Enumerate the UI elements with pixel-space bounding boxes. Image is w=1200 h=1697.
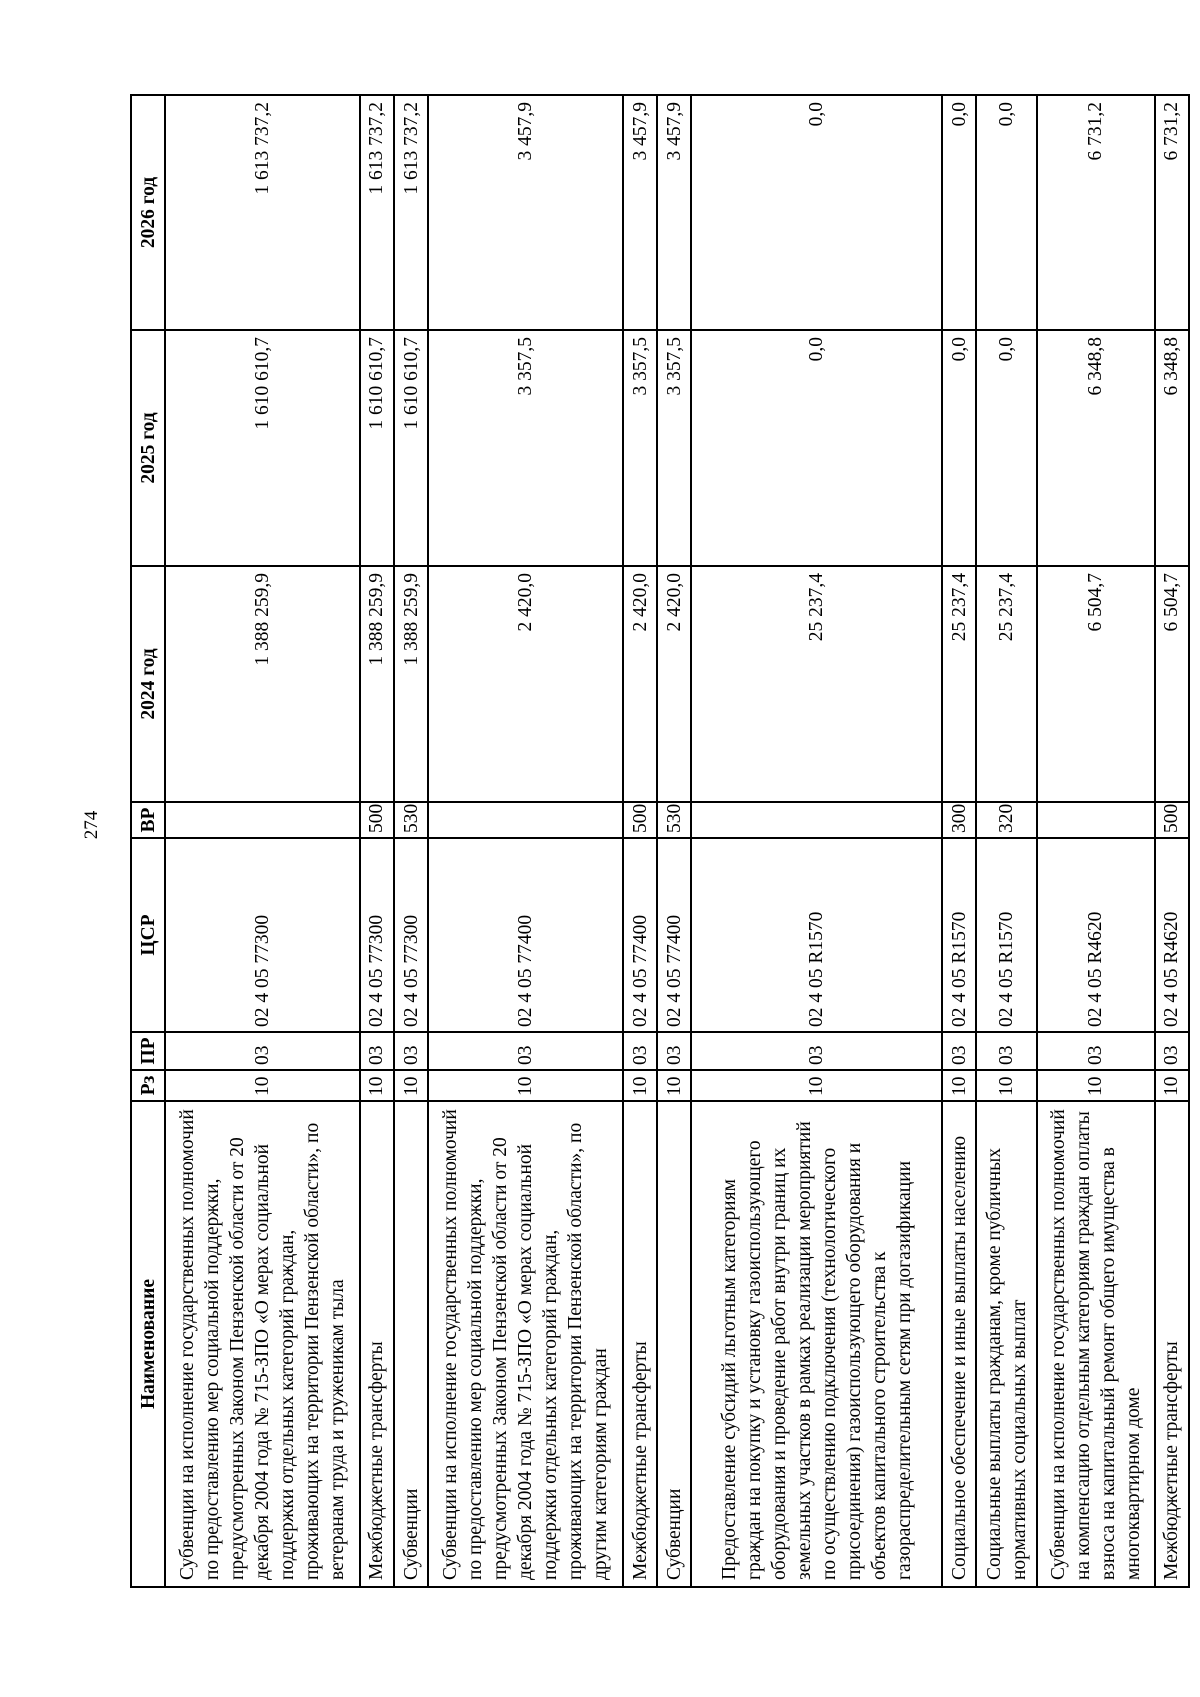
header-2026: 2026 год bbox=[131, 95, 165, 330]
cell-pr: 03 bbox=[165, 1032, 360, 1070]
cell-2025: 0,0 bbox=[942, 330, 976, 566]
cell-2026: 0,0 bbox=[976, 95, 1037, 330]
cell-name: Субвенции bbox=[394, 1101, 428, 1587]
cell-2024: 2 420,0 bbox=[657, 566, 691, 802]
cell-rz: 10 bbox=[942, 1070, 976, 1101]
cell-pr: 03 bbox=[394, 1032, 428, 1070]
cell-name: Межбюджетные трансферты bbox=[623, 1101, 657, 1587]
budget-table bbox=[130, 94, 1190, 1588]
cell-2026: 1 613 737,2 bbox=[360, 95, 394, 330]
header-2024: 2024 год bbox=[131, 566, 165, 802]
cell-vr: 320 bbox=[976, 802, 1037, 838]
cell-pr: 03 bbox=[1155, 1032, 1189, 1070]
table-header-row bbox=[131, 95, 165, 1587]
cell-pr: 03 bbox=[360, 1032, 394, 1070]
cell-2024: 6 504,7 bbox=[1155, 566, 1189, 802]
cell-rz: 10 bbox=[1037, 1070, 1155, 1101]
cell-vr bbox=[428, 802, 623, 838]
table-row bbox=[976, 95, 1037, 1587]
cell-2025: 6 348,8 bbox=[1155, 330, 1189, 566]
cell-rz: 10 bbox=[360, 1070, 394, 1101]
table-row bbox=[1155, 95, 1189, 1587]
header-csr: ЦСР bbox=[131, 838, 165, 1032]
cell-vr: 500 bbox=[360, 802, 394, 838]
cell-csr: 02 4 05 R1570 bbox=[691, 838, 942, 1032]
cell-vr: 300 bbox=[942, 802, 976, 838]
cell-2025: 3 357,5 bbox=[657, 330, 691, 566]
cell-csr: 02 4 05 77400 bbox=[657, 838, 691, 1032]
cell-name: Социальные выплаты гражданам, кроме публичных нормативных социальных выплат bbox=[976, 1101, 1037, 1587]
cell-2024: 2 420,0 bbox=[623, 566, 657, 802]
cell-name: Межбюджетные трансферты bbox=[360, 1101, 394, 1587]
cell-pr: 03 bbox=[1037, 1032, 1155, 1070]
cell-csr: 02 4 05 77400 bbox=[428, 838, 623, 1032]
cell-2024: 1 388 259,9 bbox=[360, 566, 394, 802]
cell-2025: 3 357,5 bbox=[623, 330, 657, 566]
cell-rz: 10 bbox=[657, 1070, 691, 1101]
cell-csr: 02 4 05 R4620 bbox=[1155, 838, 1189, 1032]
cell-2026: 0,0 bbox=[942, 95, 976, 330]
table-row bbox=[691, 95, 942, 1587]
table-row bbox=[657, 95, 691, 1587]
cell-2026: 1 613 737,2 bbox=[165, 95, 360, 330]
cell-2025: 1 610 610,7 bbox=[165, 330, 360, 566]
cell-csr: 02 4 05 77300 bbox=[165, 838, 360, 1032]
page-number: 274 bbox=[81, 810, 102, 840]
cell-vr: 530 bbox=[394, 802, 428, 838]
cell-2025: 0,0 bbox=[976, 330, 1037, 566]
cell-rz: 10 bbox=[394, 1070, 428, 1101]
cell-rz: 10 bbox=[428, 1070, 623, 1101]
cell-name: Межбюджетные трансферты bbox=[1155, 1101, 1189, 1587]
cell-2024: 6 504,7 bbox=[1037, 566, 1155, 802]
cell-pr: 03 bbox=[428, 1032, 623, 1070]
cell-2026: 6 731,2 bbox=[1155, 95, 1189, 330]
cell-csr: 02 4 05 77400 bbox=[623, 838, 657, 1032]
cell-csr: 02 4 05 77300 bbox=[394, 838, 428, 1032]
cell-2026: 3 457,9 bbox=[428, 95, 623, 330]
table-row bbox=[428, 95, 623, 1587]
cell-2025: 6 348,8 bbox=[1037, 330, 1155, 566]
cell-2025: 0,0 bbox=[691, 330, 942, 566]
cell-2024: 25 237,4 bbox=[942, 566, 976, 802]
cell-2025: 1 610 610,7 bbox=[360, 330, 394, 566]
cell-2026: 3 457,9 bbox=[623, 95, 657, 330]
cell-name: Субвенции на исполнение государственных полномочий по предоставлению мер социальной поддержки, предусмотренных Законом Пензенской области от 20 декабря 2004 года № 715-ЗПО «О мерах социальной поддержки отдельных категорий граждан, проживающих на территории Пензенской области», по ветеранам труда и труженикам тыла bbox=[165, 1101, 360, 1587]
cell-pr: 03 bbox=[942, 1032, 976, 1070]
rotated-table-wrapper bbox=[130, 96, 1190, 1588]
cell-csr: 02 4 05 R1570 bbox=[976, 838, 1037, 1032]
cell-rz: 10 bbox=[976, 1070, 1037, 1101]
cell-name: Предоставление субсидий льготным категориям граждан на покупку и установку газоиспользующего оборудования и проведение работ внутри границ их земельных участков в рамках реализации мероприятий по осуществлению подключения (технологического присоединения) газоиспользующего оборудования и объектов капитального строительства к газораспределительным сетям при догазификации bbox=[691, 1101, 942, 1587]
header-pr: ПР bbox=[131, 1032, 165, 1070]
cell-name: Субвенции на исполнение государственных полномочий по предоставлению мер социальной поддержки, предусмотренных Законом Пензенской области от 20 декабря 2004 года № 715-ЗПО «О мерах социальной поддержки отдельных категорий граждан, проживающих на территории Пензенской области», по другим категориям граждан bbox=[428, 1101, 623, 1587]
cell-vr bbox=[165, 802, 360, 838]
cell-2024: 25 237,4 bbox=[976, 566, 1037, 802]
cell-vr: 500 bbox=[623, 802, 657, 838]
cell-vr: 530 bbox=[657, 802, 691, 838]
header-vr: ВР bbox=[131, 802, 165, 838]
table-row bbox=[623, 95, 657, 1587]
cell-2024: 1 388 259,9 bbox=[394, 566, 428, 802]
cell-2024: 25 237,4 bbox=[691, 566, 942, 802]
cell-vr bbox=[691, 802, 942, 838]
cell-2025: 3 357,5 bbox=[428, 330, 623, 566]
cell-vr: 500 bbox=[1155, 802, 1189, 838]
cell-pr: 03 bbox=[976, 1032, 1037, 1070]
cell-csr: 02 4 05 77300 bbox=[360, 838, 394, 1032]
cell-2026: 1 613 737,2 bbox=[394, 95, 428, 330]
cell-2024: 2 420,0 bbox=[428, 566, 623, 802]
cell-name: Субвенции bbox=[657, 1101, 691, 1587]
header-rz: Рз bbox=[131, 1070, 165, 1101]
table-row bbox=[942, 95, 976, 1587]
cell-vr bbox=[1037, 802, 1155, 838]
cell-2026: 3 457,9 bbox=[657, 95, 691, 330]
header-2025: 2025 год bbox=[131, 330, 165, 566]
cell-csr: 02 4 05 R1570 bbox=[942, 838, 976, 1032]
cell-2026: 6 731,2 bbox=[1037, 95, 1155, 330]
table-row bbox=[165, 95, 360, 1587]
table-row bbox=[394, 95, 428, 1587]
header-name: Наименование bbox=[131, 1101, 165, 1587]
cell-name: Субвенции на исполнение государственных полномочий на компенсацию отдельным категориям граждан оплаты взноса на капитальный ремонт общего имущества в многоквартирном доме bbox=[1037, 1101, 1155, 1587]
cell-2024: 1 388 259,9 bbox=[165, 566, 360, 802]
cell-name: Социальное обеспечение и иные выплаты населению bbox=[942, 1101, 976, 1587]
cell-rz: 10 bbox=[1155, 1070, 1189, 1101]
cell-csr: 02 4 05 R4620 bbox=[1037, 838, 1155, 1032]
cell-pr: 03 bbox=[623, 1032, 657, 1070]
cell-2025: 1 610 610,7 bbox=[394, 330, 428, 566]
cell-pr: 03 bbox=[691, 1032, 942, 1070]
cell-rz: 10 bbox=[623, 1070, 657, 1101]
cell-rz: 10 bbox=[691, 1070, 942, 1101]
cell-pr: 03 bbox=[657, 1032, 691, 1070]
cell-rz: 10 bbox=[165, 1070, 360, 1101]
table-row bbox=[360, 95, 394, 1587]
table-row bbox=[1037, 95, 1155, 1587]
cell-2026: 0,0 bbox=[691, 95, 942, 330]
